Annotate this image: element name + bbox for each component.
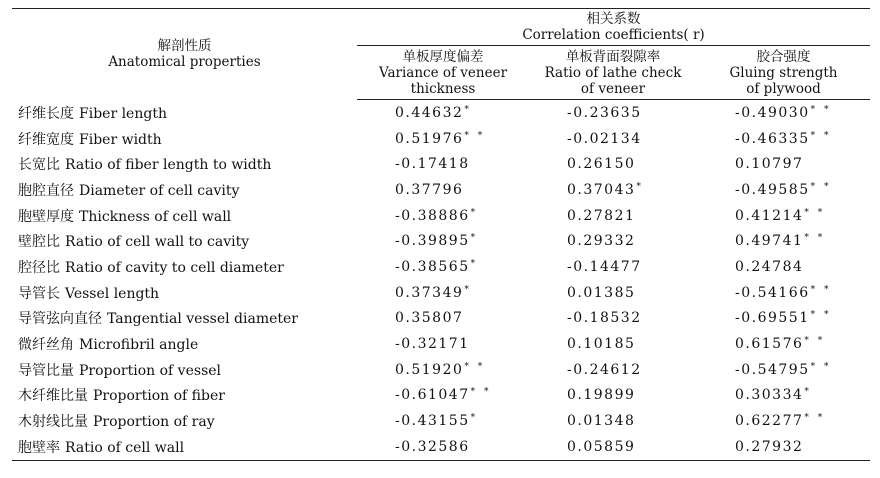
property-name-zh: 胞壁率 xyxy=(18,439,60,456)
column-header-zh: 单板背面裂隙率 xyxy=(565,49,661,65)
coefficient-value: 0.19899 xyxy=(567,387,636,404)
coefficient-cell xyxy=(697,383,870,409)
property-name-en: Microfibril angle xyxy=(79,337,199,354)
significance-marker: * * xyxy=(810,130,832,141)
table-row xyxy=(12,280,870,306)
table-body xyxy=(12,100,870,461)
coefficient-cell xyxy=(357,331,529,357)
coefficient-cell xyxy=(697,126,870,152)
property-cell xyxy=(12,331,357,357)
column-header-gluing-strength xyxy=(697,46,870,100)
coefficient-cell xyxy=(529,280,697,306)
significance-marker: * xyxy=(470,413,479,424)
property-name-en: Ratio of cell wall to cavity xyxy=(65,234,250,251)
coefficient-value: -0.54166 xyxy=(735,284,810,301)
coefficient-cell xyxy=(357,177,529,203)
coefficient-value: -0.46335 xyxy=(735,130,810,147)
column-header-en: Ratio of lathe check xyxy=(544,65,682,81)
significance-marker: * * xyxy=(804,233,826,244)
property-cell xyxy=(12,203,357,229)
table-row xyxy=(12,100,870,126)
coefficient-cell xyxy=(697,408,870,434)
coefficient-value: -0.54795 xyxy=(735,361,810,378)
property-name-zh: 纤维长度 xyxy=(18,105,74,122)
significance-marker: * xyxy=(470,233,479,244)
coefficient-value: 0.37043 xyxy=(567,181,636,198)
coefficient-value: 0.37349 xyxy=(395,284,464,301)
table-row xyxy=(12,203,870,229)
column-header-zh: 单板厚度偏差 xyxy=(402,49,484,65)
property-name-zh: 长宽比 xyxy=(18,157,60,174)
coefficient-value: -0.43155 xyxy=(395,413,470,430)
column-header-en: thickness xyxy=(410,81,476,97)
coefficient-cell xyxy=(697,331,870,357)
coefficient-cell xyxy=(357,357,529,383)
table-row xyxy=(12,383,870,409)
coefficient-cell xyxy=(529,383,697,409)
coefficient-cell xyxy=(357,100,529,126)
property-name-zh: 胞腔直径 xyxy=(18,182,74,199)
property-cell xyxy=(12,228,357,254)
property-name-zh: 腔径比 xyxy=(18,259,60,276)
property-name-zh: 微纤丝角 xyxy=(18,337,74,354)
property-name-en: Proportion of vessel xyxy=(79,362,222,379)
property-name-zh: 木射线比量 xyxy=(18,414,88,431)
property-cell xyxy=(12,151,357,177)
coefficient-value: 0.30334 xyxy=(735,387,804,404)
coefficient-cell xyxy=(529,203,697,229)
property-cell xyxy=(12,306,357,332)
property-name-zh: 导管弦向直径 xyxy=(18,311,102,328)
table-row xyxy=(12,151,870,177)
coefficient-value: 0.29332 xyxy=(567,233,636,250)
column-header-en: of veneer xyxy=(580,81,646,97)
table-row xyxy=(12,306,870,332)
coefficient-cell xyxy=(529,408,697,434)
coefficient-cell xyxy=(529,126,697,152)
significance-marker: * * xyxy=(810,284,832,295)
coefficient-cell xyxy=(529,254,697,280)
property-cell xyxy=(12,254,357,280)
property-name-zh: 胞壁厚度 xyxy=(18,208,74,225)
coefficient-value: -0.49585 xyxy=(735,181,810,198)
coefficient-value: 0.41214 xyxy=(735,207,804,224)
coefficient-cell xyxy=(697,254,870,280)
coefficient-value: 0.35807 xyxy=(395,310,464,327)
significance-marker: * * xyxy=(810,310,832,321)
significance-marker: * * xyxy=(464,361,486,372)
coefficient-value: -0.38565 xyxy=(395,258,470,275)
property-name-zh: 导管比量 xyxy=(18,362,74,379)
significance-marker: * * xyxy=(810,104,832,115)
table-row xyxy=(12,434,870,460)
coefficient-cell xyxy=(697,357,870,383)
coefficient-value: 0.01348 xyxy=(567,413,636,430)
coefficient-value: 0.37796 xyxy=(395,181,464,198)
coefficient-value: -0.39895 xyxy=(395,233,470,250)
coefficient-cell xyxy=(697,228,870,254)
coefficient-value: -0.17418 xyxy=(395,156,470,173)
coefficient-value: -0.02134 xyxy=(567,130,642,147)
property-name-en: Vessel length xyxy=(65,285,160,302)
property-cell xyxy=(12,408,357,434)
coefficient-cell xyxy=(697,100,870,126)
coefficient-cell xyxy=(357,203,529,229)
table-row xyxy=(12,408,870,434)
significance-marker: * * xyxy=(464,130,486,141)
coefficient-cell xyxy=(529,434,697,460)
correlation-table xyxy=(12,8,870,461)
coefficient-cell xyxy=(357,151,529,177)
property-cell xyxy=(12,177,357,203)
table-row xyxy=(12,126,870,152)
correlation-coefficients-header xyxy=(357,9,870,46)
coefficient-cell xyxy=(697,151,870,177)
coefficient-cell xyxy=(697,177,870,203)
coefficient-value: 0.49741 xyxy=(735,233,804,250)
significance-marker: * * xyxy=(804,336,826,347)
table-header xyxy=(12,9,870,100)
coefficient-cell xyxy=(357,408,529,434)
property-name-en: Thickness of cell wall xyxy=(79,208,232,225)
coefficient-cell xyxy=(357,306,529,332)
significance-marker: * * xyxy=(804,207,826,218)
coefficient-value: 0.27932 xyxy=(735,438,804,455)
coefficient-cell xyxy=(357,434,529,460)
coefficient-cell xyxy=(357,280,529,306)
property-name-zh: 导管长 xyxy=(18,285,60,302)
significance-marker: * xyxy=(464,284,472,295)
property-cell xyxy=(12,100,357,126)
table-row xyxy=(12,331,870,357)
coefficient-value: 0.05859 xyxy=(567,438,636,455)
significance-marker: * * xyxy=(810,181,832,192)
coefficient-cell xyxy=(529,306,697,332)
significance-marker: * xyxy=(470,258,479,269)
coefficient-cell xyxy=(529,357,697,383)
coefficient-cell xyxy=(357,228,529,254)
coefficient-value: 0.10797 xyxy=(735,156,804,173)
coefficient-value: -0.69551 xyxy=(735,310,810,327)
coefficient-cell xyxy=(357,254,529,280)
column-header-en: Gluing strength xyxy=(729,65,838,81)
property-name-en: Ratio of cavity to cell diameter xyxy=(65,259,284,276)
correlation-coefficients-en: Correlation coefficients( r) xyxy=(522,27,705,43)
property-name-en: Ratio of fiber length to width xyxy=(65,157,272,174)
coefficient-value: 0.01385 xyxy=(567,284,636,301)
coefficient-value: 0.62277 xyxy=(735,413,804,430)
coefficient-value: 0.24784 xyxy=(735,258,804,275)
significance-marker: * xyxy=(636,181,644,192)
coefficient-value: -0.24612 xyxy=(567,361,642,378)
property-name-en: Proportion of fiber xyxy=(93,388,225,405)
column-header-zh: 胶合强度 xyxy=(756,49,811,65)
significance-marker: * xyxy=(804,387,812,398)
coefficient-value: 0.10185 xyxy=(567,336,636,353)
coefficient-value: 0.61576 xyxy=(735,336,804,353)
anatomical-properties-zh: 解剖性质 xyxy=(157,38,212,55)
property-cell xyxy=(12,280,357,306)
coefficient-cell xyxy=(357,126,529,152)
coefficient-cell xyxy=(529,331,697,357)
property-name-en: Fiber length xyxy=(79,105,167,122)
property-cell xyxy=(12,434,357,460)
correlation-table-container xyxy=(12,8,870,461)
coefficient-value: -0.14477 xyxy=(567,258,642,275)
anatomical-properties-en: Anatomical properties xyxy=(108,54,261,71)
coefficient-value: -0.18532 xyxy=(567,310,642,327)
property-name-zh: 纤维宽度 xyxy=(18,131,74,148)
significance-marker: * * xyxy=(804,413,826,424)
property-name-en: Ratio of cell wall xyxy=(65,439,185,456)
coefficient-cell xyxy=(697,280,870,306)
coefficient-value: 0.27821 xyxy=(567,207,636,224)
significance-marker: * xyxy=(470,207,479,218)
table-row xyxy=(12,177,870,203)
coefficient-cell xyxy=(697,306,870,332)
anatomical-properties-header xyxy=(12,9,357,100)
coefficient-value: -0.23635 xyxy=(567,104,642,121)
property-name-en: Proportion of ray xyxy=(93,414,215,431)
property-name-en: Tangential vessel diameter xyxy=(107,311,298,328)
coefficient-value: -0.61047 xyxy=(395,387,470,404)
coefficient-value: 0.26150 xyxy=(567,156,636,173)
coefficient-cell xyxy=(529,228,697,254)
coefficient-value: -0.32171 xyxy=(395,336,470,353)
property-name-zh: 壁腔比 xyxy=(18,234,60,251)
property-cell xyxy=(12,383,357,409)
coefficient-value: -0.32586 xyxy=(395,438,470,455)
property-name-en: Diameter of cell cavity xyxy=(79,182,240,199)
coefficient-cell xyxy=(529,100,697,126)
coefficient-cell xyxy=(697,434,870,460)
table-row xyxy=(12,254,870,280)
coefficient-value: 0.51920 xyxy=(395,361,464,378)
column-header-veneer-thickness xyxy=(357,46,529,100)
property-name-en: Fiber width xyxy=(79,131,162,148)
coefficient-value: -0.38886 xyxy=(395,207,470,224)
coefficient-value: -0.49030 xyxy=(735,104,810,121)
coefficient-value: 0.44632 xyxy=(395,104,464,121)
column-header-en: Variance of veneer xyxy=(378,65,508,81)
coefficient-cell xyxy=(357,383,529,409)
property-cell xyxy=(12,357,357,383)
significance-marker: * * xyxy=(470,387,492,398)
table-row xyxy=(12,228,870,254)
coefficient-value: 0.51976 xyxy=(395,130,464,147)
correlation-coefficients-zh: 相关系数 xyxy=(586,11,641,27)
coefficient-cell xyxy=(529,177,697,203)
table-row xyxy=(12,357,870,383)
column-header-en: of plywood xyxy=(746,81,821,97)
column-header-lathe-check xyxy=(529,46,697,100)
significance-marker: * xyxy=(464,104,472,115)
property-name-zh: 木纤维比量 xyxy=(18,388,88,405)
coefficient-cell xyxy=(529,151,697,177)
significance-marker: * * xyxy=(810,361,832,372)
coefficient-cell xyxy=(697,203,870,229)
property-cell xyxy=(12,126,357,152)
